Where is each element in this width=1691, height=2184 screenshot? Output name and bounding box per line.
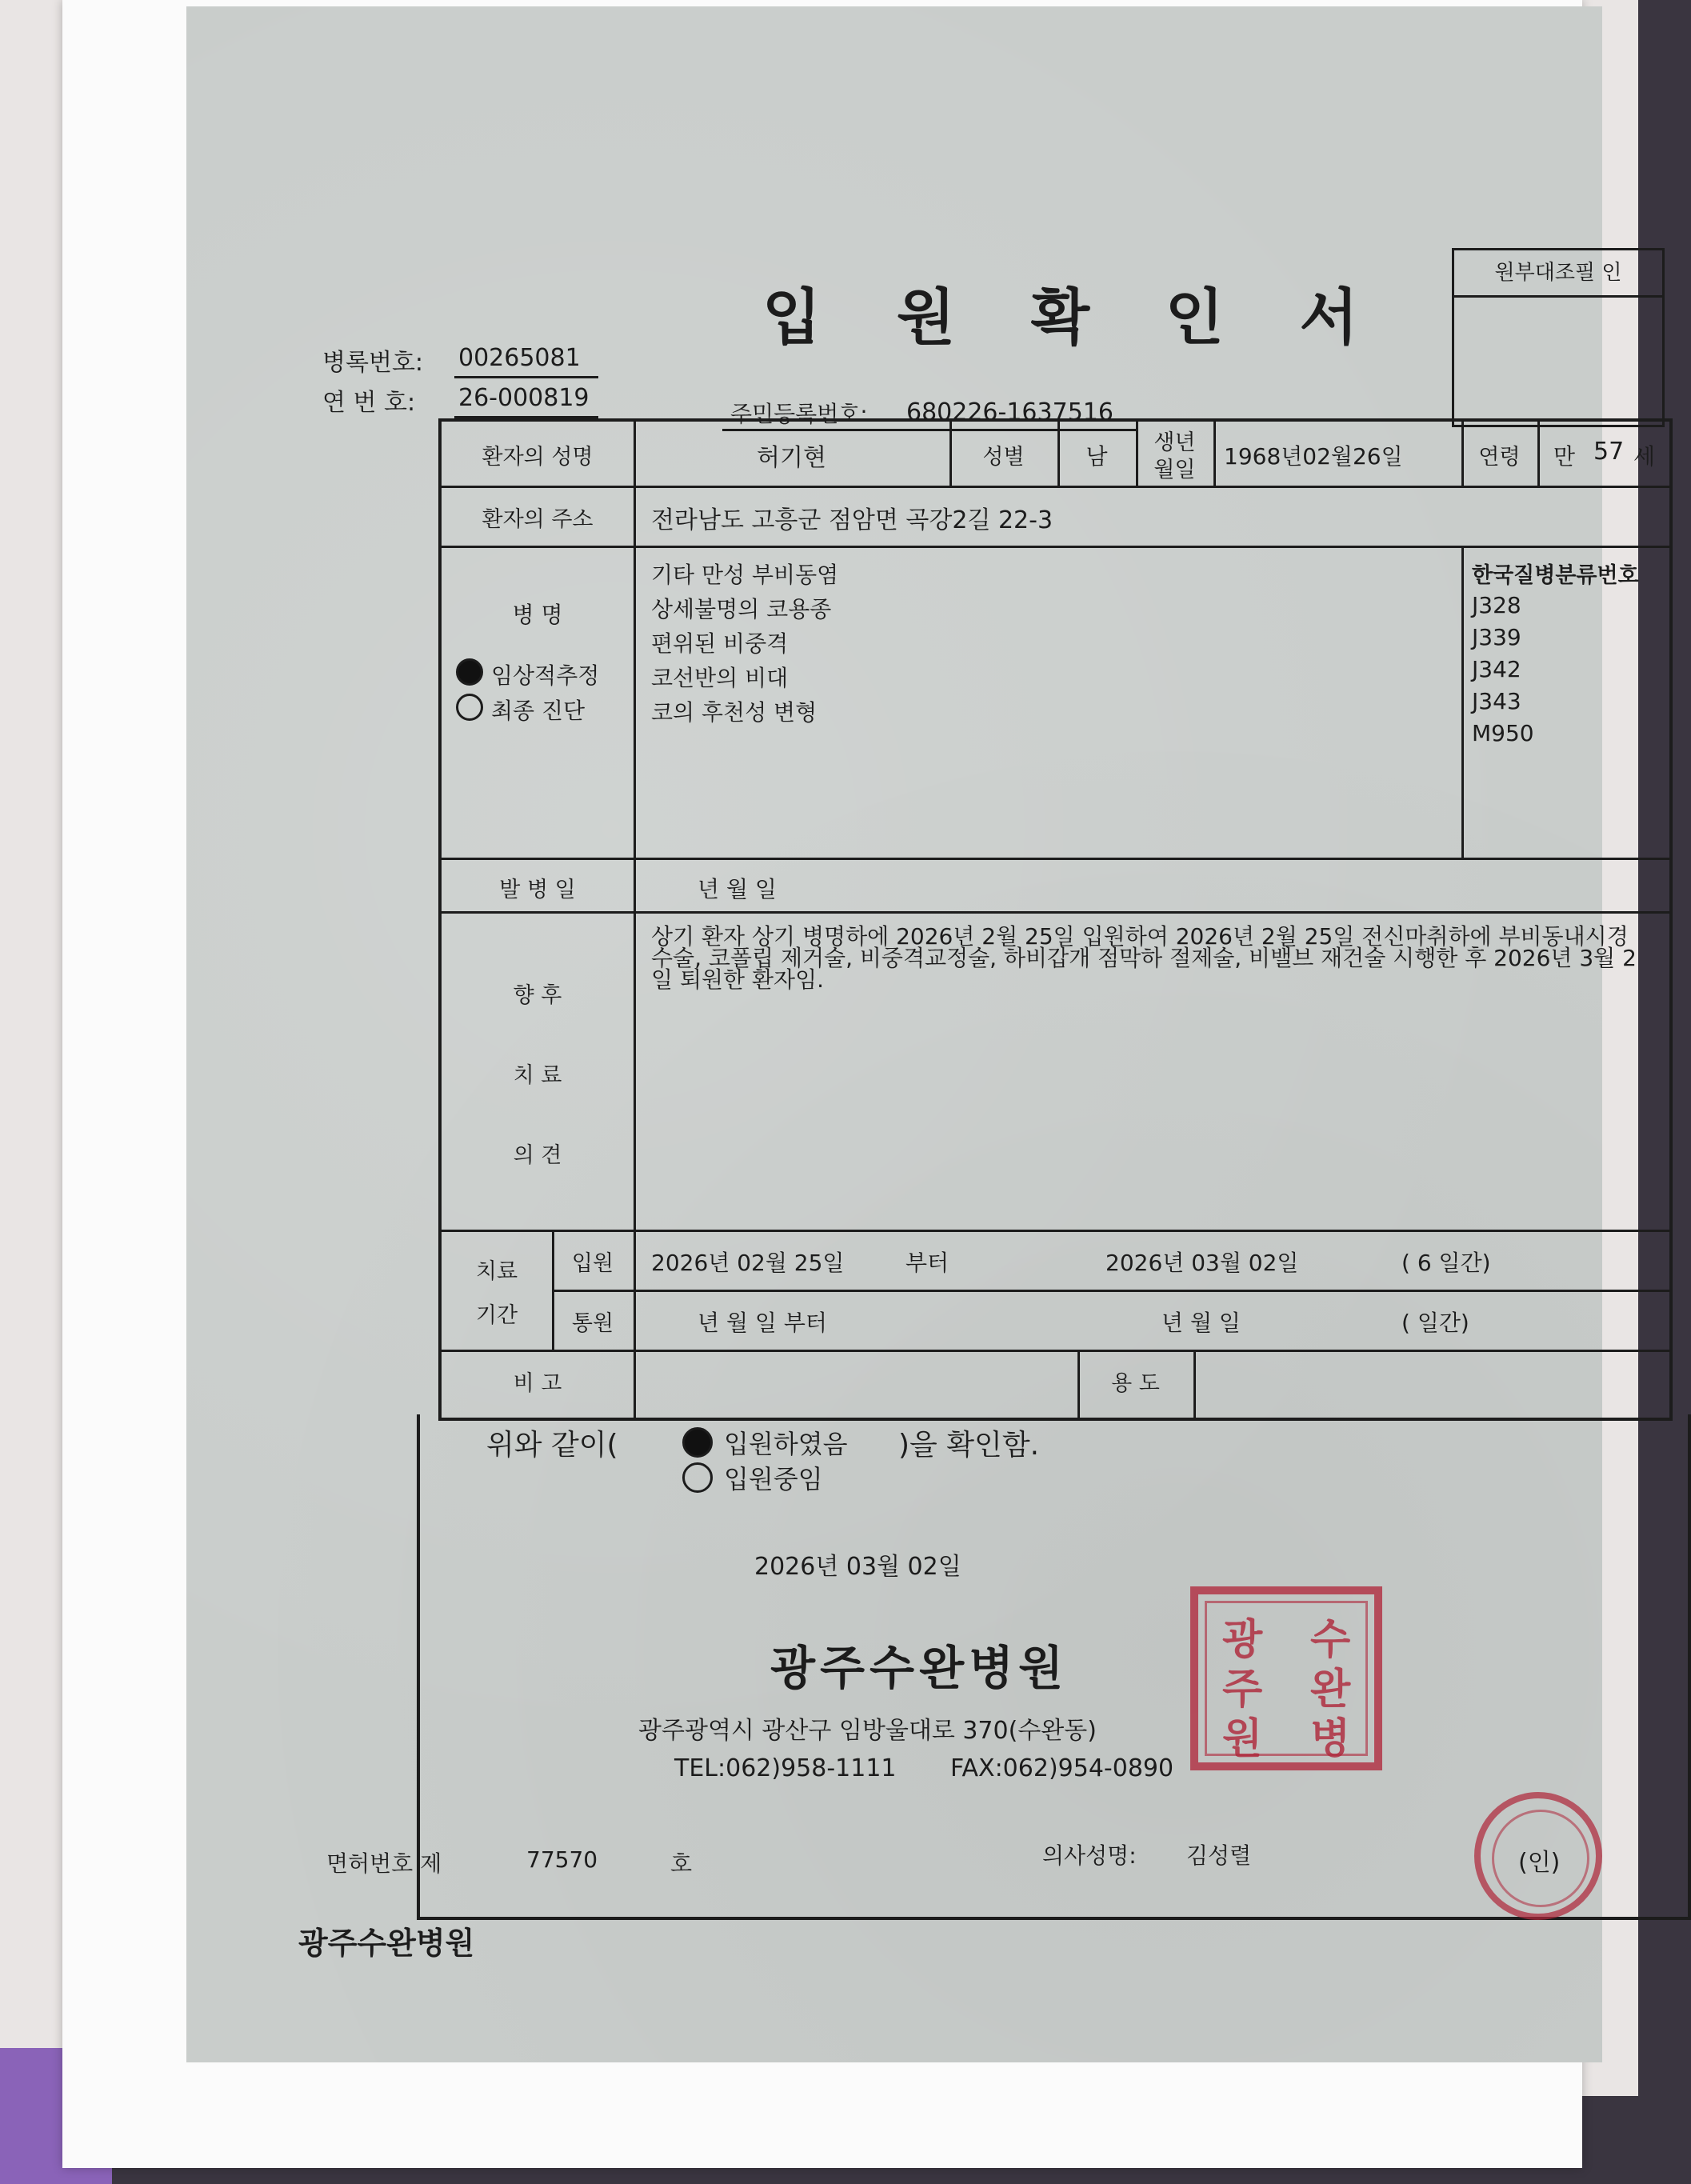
- remarks-label: 비 고: [513, 1371, 562, 1396]
- diagnosis-label: 병 명: [512, 602, 563, 628]
- reference-seal-label: 원부대조필 인: [1454, 250, 1662, 298]
- row-line: [442, 1230, 1669, 1232]
- age-prefix: 만: [1553, 443, 1576, 470]
- diagnosis-name: 코의 후천성 변형: [651, 699, 818, 726]
- row-line: [442, 1350, 1669, 1352]
- clinical-estimate-label: 임상적추정: [491, 662, 600, 689]
- diagnosis-name: 상세불명의 코용종: [651, 596, 832, 622]
- license-label: 면허번호 제: [326, 1850, 442, 1877]
- diagnosis-name: 코선반의 비대: [651, 665, 789, 691]
- row-line: [442, 911, 1669, 914]
- clinical-estimate-radio: [456, 658, 483, 686]
- outpatient-from: 년 월 일 부터: [698, 1310, 827, 1336]
- col-line: [1461, 546, 1464, 858]
- col-line: [1537, 422, 1540, 486]
- info-table: [438, 418, 1673, 1421]
- admitted-radio: [682, 1427, 713, 1458]
- inpatient-from: 2026년 02월 25일: [651, 1250, 845, 1276]
- col-line: [1193, 1350, 1196, 1418]
- opinion-label-1: 향 후: [513, 983, 562, 1008]
- stamp-char: 주: [1222, 1665, 1263, 1714]
- doctor-seal-stamp: [1474, 1792, 1602, 1920]
- outpatient-days: ( 일간): [1401, 1310, 1469, 1336]
- record-no-label: 병록번호:: [322, 349, 424, 377]
- stamp-char: 원: [1222, 1714, 1263, 1763]
- period-label-1: 치료: [475, 1259, 518, 1284]
- stamp-char: 완: [1310, 1665, 1351, 1714]
- col-line: [634, 1350, 636, 1418]
- in-hospital-radio: [682, 1462, 713, 1493]
- outpatient-to: 년 월 일: [1161, 1310, 1241, 1336]
- inpatient-from-word: 부터: [905, 1250, 949, 1276]
- inpatient-label: 입원: [571, 1251, 614, 1276]
- age-label: 연령: [1478, 445, 1521, 470]
- diagnosis-name: 기타 만성 부비동염: [651, 562, 839, 588]
- resident-no-label: 주민등록번호:: [730, 401, 868, 427]
- row-line: [442, 546, 1669, 548]
- hospital-seal-stamp: [1190, 1586, 1382, 1770]
- seal-inner-ring: [1492, 1810, 1589, 1907]
- hospital-address: 광주광역시 광산구 임방울대로 370(수완동): [638, 1717, 1097, 1745]
- col-line: [1213, 422, 1216, 486]
- onset-label: 발 병 일: [499, 878, 576, 902]
- kcd-code: M950: [1472, 720, 1534, 746]
- license-no: 77570: [526, 1846, 598, 1873]
- col-line: [634, 422, 636, 1350]
- inpatient-days: ( 6 일간): [1401, 1250, 1491, 1276]
- inpatient-to: 2026년 03월 02일: [1105, 1250, 1299, 1276]
- stamp-char: 수: [1310, 1615, 1351, 1664]
- hospital-fax: FAX:062)954-0890: [950, 1754, 1174, 1782]
- paper-sheet: [62, 0, 1656, 2168]
- document-page: [186, 6, 1656, 2062]
- confirm-prefix: 위와 같이(: [486, 1429, 618, 1462]
- age-suffix: 세: [1633, 443, 1656, 470]
- kcd-code: J339: [1472, 624, 1521, 650]
- kcd-code: J328: [1472, 592, 1521, 618]
- opinion-text: 상기 환자 상기 병명하에 2026년 2월 25일 입원하여 2026년 2월 25일 전신마취하에 부비동내시경 수술, 코폴립 제거술, 비중격교정술, 하비갑개 점막하 절제술, 비밸브 재건술 시행한 후 2026년 3월 2일 퇴원한 환자임.: [651, 923, 1637, 993]
- final-diagnosis-label: 최종 진단: [491, 698, 586, 724]
- hospital-name: 광주수완병원: [770, 1641, 1069, 1695]
- serial-no-value: 26-000819: [458, 384, 590, 412]
- onset-value: 년 월 일: [698, 876, 777, 902]
- opinion-label-2: 치 료: [513, 1063, 562, 1088]
- kcd-code: J342: [1472, 656, 1521, 682]
- document-title: 입 원 확 인 서: [762, 282, 1385, 353]
- dob-label-line1: 생년: [1153, 430, 1196, 455]
- admitted-label: 입원하였음: [724, 1429, 848, 1459]
- dob-value: 1968년02월26일: [1224, 443, 1403, 470]
- record-no-underline: [454, 376, 598, 378]
- address-value: 전라남도 고흥군 점암면 곡강2길 22-3: [651, 506, 1053, 534]
- row-line: [552, 1290, 1669, 1292]
- sex-value: 남: [1085, 443, 1108, 470]
- reference-seal-box: [1452, 248, 1665, 427]
- row-line: [442, 858, 1669, 860]
- confirm-suffix: )을 확인함.: [898, 1429, 1040, 1462]
- kcd-code-label: 한국질병분류번호: [1472, 563, 1639, 588]
- serial-no-label: 연 번 호:: [322, 389, 416, 417]
- dob-label-line2: 월일: [1153, 458, 1196, 482]
- diagnosis-name: 편위된 비중격: [651, 630, 789, 657]
- address-label: 환자의 주소: [482, 507, 594, 532]
- record-no-value: 00265081: [458, 344, 581, 372]
- patient-name-value: 허기현: [757, 444, 826, 472]
- footer-hospital-name: 광주수완병원: [298, 1925, 475, 1961]
- doctor-seal-mark: (인): [1518, 1849, 1561, 1877]
- final-diagnosis-radio: [456, 694, 483, 721]
- sex-label: 성별: [982, 445, 1025, 470]
- stamp-char: 병: [1310, 1714, 1351, 1763]
- period-label-2: 기간: [475, 1303, 518, 1328]
- age-value: 57: [1593, 438, 1625, 466]
- opinion-label-3: 의 견: [513, 1143, 562, 1168]
- stamp-char: 광: [1222, 1615, 1263, 1664]
- doctor-label: 의사성명:: [1042, 1842, 1137, 1869]
- in-hospital-label: 입원중임: [724, 1464, 823, 1494]
- patient-name-label: 환자의 성명: [482, 445, 594, 470]
- row-line: [442, 486, 1669, 488]
- hospital-tel: TEL:062)958-1111: [674, 1754, 897, 1782]
- issue-date: 2026년 03월 02일: [754, 1553, 961, 1581]
- kcd-code: J343: [1472, 688, 1521, 714]
- license-suffix: 호: [670, 1850, 693, 1877]
- outpatient-label: 통원: [571, 1311, 614, 1336]
- doctor-name: 김성렬: [1186, 1842, 1252, 1869]
- purpose-label: 용 도: [1111, 1371, 1160, 1396]
- resident-no-value: 680226-1637516: [906, 398, 1113, 426]
